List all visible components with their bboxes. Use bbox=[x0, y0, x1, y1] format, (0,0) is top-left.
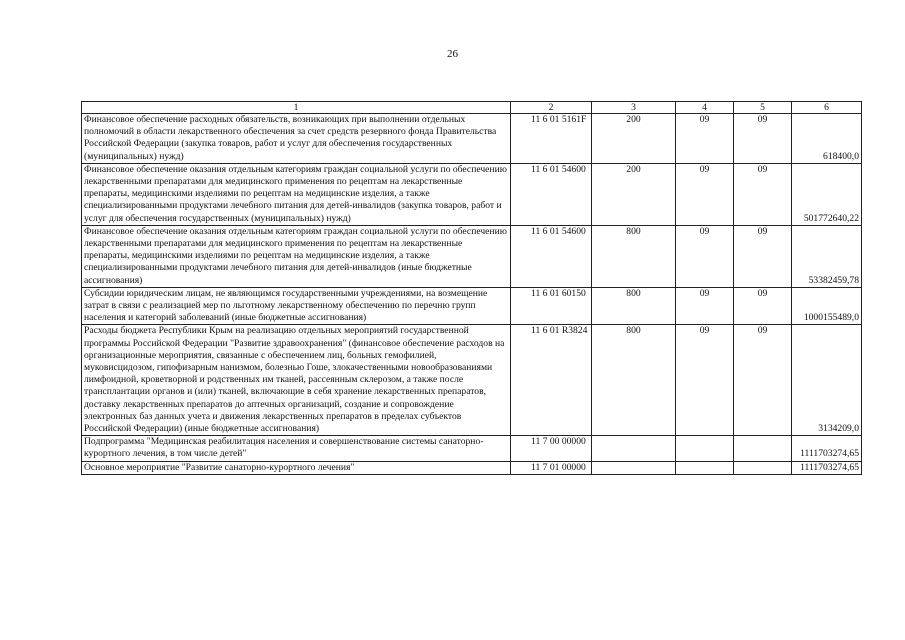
header-col-4: 4 bbox=[676, 102, 734, 114]
header-col-1: 1 bbox=[82, 102, 511, 114]
row-code: 11 7 00 00000 bbox=[511, 436, 592, 461]
row-name: Финансовое обеспечение расходных обязательств, возникающих при выполнении отдельных полномочий в области лекарственного обеспечения за счет средств резервного фонда Правительства Российской Федерации (закупка товаров, работ и услуг для обеспечения государственных (муниципальных) нужд) bbox=[82, 114, 511, 164]
row-amount: 1111703274,65 bbox=[792, 461, 862, 474]
row-name: Подпрограмма "Медицинская реабилитация населения и совершенствование системы санаторно-курортного лечения, в том числе детей" bbox=[82, 436, 511, 461]
row-subsection: 09 bbox=[734, 114, 792, 164]
row-name: Финансовое обеспечение оказания отдельным категориям граждан социальной услуги по обеспечению лекарственными препаратами для медицинского применения по рецептам на лекарственные препараты, медицинскими изделиями по рецептам на медицинские изделия, а также специализированными продуктами лечебного питания для детей-инвалидов (закупка товаров, работ и услуг для обеспечения государственных (муниципальных) нужд) bbox=[82, 163, 511, 225]
row-subsection bbox=[734, 461, 792, 474]
row-amount: 3134209,0 bbox=[792, 325, 862, 436]
table-row bbox=[82, 287, 862, 325]
table-row bbox=[82, 114, 862, 164]
row-subsection: 09 bbox=[734, 287, 792, 325]
row-code: 11 6 01 5161F bbox=[511, 114, 592, 164]
row-code: 11 6 01 54600 bbox=[511, 163, 592, 225]
row-name: Субсидии юридическим лицам, не являющимся государственными учреждениями, на возмещение затрат в связи с реализацией мер по льготному лекарственному обеспечению по перечню групп населения и категорий заболеваний (иные бюджетные ассигнования) bbox=[82, 287, 511, 325]
row-amount: 1000155489,0 bbox=[792, 287, 862, 325]
row-expense-type bbox=[592, 461, 676, 474]
row-subsection bbox=[734, 436, 792, 461]
budget-table bbox=[81, 101, 862, 475]
row-code: 11 6 01 R3824 bbox=[511, 325, 592, 436]
table-row bbox=[82, 225, 862, 287]
row-code: 11 7 01 00000 bbox=[511, 461, 592, 474]
row-code: 11 6 01 60150 bbox=[511, 287, 592, 325]
row-section: 09 bbox=[676, 225, 734, 287]
table-row bbox=[82, 461, 862, 474]
row-section: 09 bbox=[676, 325, 734, 436]
row-name: Финансовое обеспечение оказания отдельным категориям граждан социальной услуги по обеспечению лекарственными препаратами для медицинского применения по рецептам на лекарственные препараты, медицинскими изделиями по рецептам на медицинские изделия, а также специализированными продуктами лечебного питания для детей-инвалидов (иные бюджетные ассигнования) bbox=[82, 225, 511, 287]
table-row bbox=[82, 325, 862, 436]
row-section: 09 bbox=[676, 163, 734, 225]
row-expense-type: 200 bbox=[592, 114, 676, 164]
table-row bbox=[82, 163, 862, 225]
header-col-5: 5 bbox=[734, 102, 792, 114]
row-amount: 1111703274,65 bbox=[792, 436, 862, 461]
row-subsection: 09 bbox=[734, 225, 792, 287]
row-expense-type: 800 bbox=[592, 325, 676, 436]
row-section bbox=[676, 436, 734, 461]
row-subsection: 09 bbox=[734, 163, 792, 225]
row-section bbox=[676, 461, 734, 474]
row-amount: 618400,0 bbox=[792, 114, 862, 164]
table-header-row bbox=[82, 102, 862, 114]
row-section: 09 bbox=[676, 287, 734, 325]
row-expense-type bbox=[592, 436, 676, 461]
row-amount: 501772640,22 bbox=[792, 163, 862, 225]
row-expense-type: 800 bbox=[592, 225, 676, 287]
row-subsection: 09 bbox=[734, 325, 792, 436]
row-expense-type: 200 bbox=[592, 163, 676, 225]
header-col-3: 3 bbox=[592, 102, 676, 114]
page-number: 26 bbox=[447, 48, 458, 60]
table-row bbox=[82, 436, 862, 461]
row-amount: 53382459,78 bbox=[792, 225, 862, 287]
row-expense-type: 800 bbox=[592, 287, 676, 325]
row-section: 09 bbox=[676, 114, 734, 164]
row-name: Расходы бюджета Республики Крым на реализацию отдельных мероприятий государственной программы Российской Федерации "Развитие здравоохранения" (финансовое обеспечение расходов на организационные мероприятия, связанные с обеспечением лиц, больных гемофилией, муковисцидозом, гипофизарным нанизмом, болезнью Гоше, злокачественными новообразованиями лимфоидной, кроветворной и родственных им тканей, рассеянным склерозом, а также после трансплантации органов и (или) тканей, включающие в себя хранение лекарственных препаратов, доставку лекарственных препаратов до аптечных организаций, создание и сопровождение электронных баз данных учета и движения лекарственных препаратов в пределах субъектов Российской Федерации) (иные бюджетные ассигнования) bbox=[82, 325, 511, 436]
header-col-2: 2 bbox=[511, 102, 592, 114]
row-code: 11 6 01 54600 bbox=[511, 225, 592, 287]
row-name: Основное мероприятие "Развитие санаторно-курортного лечения" bbox=[82, 461, 511, 474]
header-col-6: 6 bbox=[792, 102, 862, 114]
